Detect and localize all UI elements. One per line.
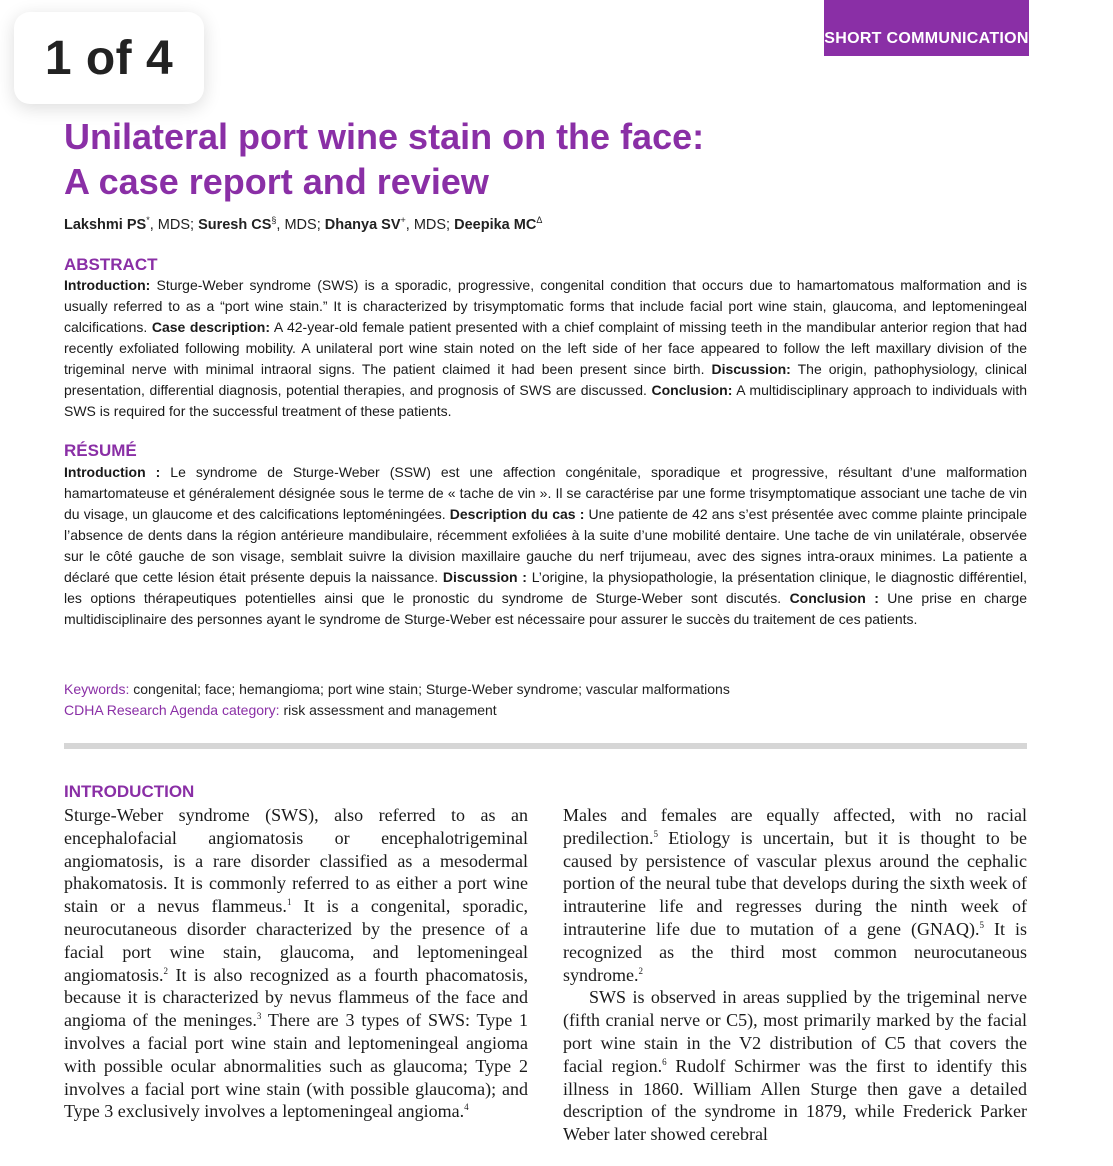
abstract-discussion-text: The origin, pathophysiology, clinical presentation, differential diagnosis, potential therapies, and prognosis of SWS are discussed. xyxy=(64,361,1027,398)
introduction-heading: INTRODUCTION xyxy=(64,782,195,801)
author-list xyxy=(64,215,1024,233)
author-mark: § xyxy=(271,215,277,225)
text-run: It is a congenital, sporadic, neurocutaneous disorder characterized by the presence of a facial port wine stain, glaucoma, and leptomeningeal angiomatosis. xyxy=(64,896,528,985)
resume-intro-text: Le syndrome de Sturge-Weber (SSW) est une affection congénitale, sporadique et progressive, résultant d’une malformation hamartomateuse et généralement désignée sous le terme de « tache de vin ». Il se caractérise par une forme trisymptomatique associant une tache de vin du visage, un glaucome et des calcifications leptoméningées. xyxy=(64,464,1027,522)
author-name: Suresh CS xyxy=(198,216,272,233)
resume-heading: RÉSUMÉ xyxy=(64,441,137,460)
intro-paragraph-2 xyxy=(563,804,1027,986)
resume-intro-label: Introduction : xyxy=(64,464,161,480)
citation-ref: 5 xyxy=(653,828,658,839)
text-run: Sturge-Weber syndrome (SWS), also referred to as an encephalofacial angiomatosis or encephalotrigeminal angiomatosis, is a rare disorder classified as a mesodermal phakomatosis. It is commonly referred to as either a port wine stain or a nevus flammeus. xyxy=(64,805,528,917)
author-degree: , MDS; xyxy=(405,216,455,233)
article-title xyxy=(64,114,964,204)
section-tag: SHORT COMMUNICATION xyxy=(824,0,1029,56)
page-indicator-text: 1 of 4 xyxy=(44,31,174,85)
author-name: Lakshmi PS xyxy=(64,216,147,233)
text-run: There are 3 types of SWS: Type 1 involves a facial port wine stain and leptomeningeal angioma with possible ocular abnormalities such as glaucoma; Type 2 involves a facial port wine stain (with possible glaucoma); and Type 3 exclusively involves a leptomeningeal angioma. xyxy=(64,1010,528,1122)
citation-ref: 5 xyxy=(979,919,984,930)
abstract-case-label: Case description: xyxy=(151,319,271,335)
title-line-1: Unilateral port wine stain on the face: xyxy=(64,116,705,157)
page-indicator xyxy=(14,12,204,104)
author-name: Dhanya SV xyxy=(324,216,401,233)
text-run: Etiology is uncertain, but it is thought to be caused by persistence of vascular plexus around the cephalic portion of the neural tube that develops during the sixth week of intrauterine life and regresses during the ninth week of intrauterine life due to mutation of a gene (GNAQ). xyxy=(563,827,1027,939)
text-run: SWS is observed in areas supplied by the trigeminal nerve (fifth cranial nerve or C5), most primarily marked by the facial port wine stain in the V2 distribution of C5 that covers the facial region. xyxy=(563,987,1027,1076)
resume-conclusion-label: Conclusion : xyxy=(789,590,879,606)
text-run: It is recognized as the third most common neurocutaneous syndrome. xyxy=(563,918,1027,985)
author-name: Deepika MC xyxy=(454,216,537,233)
author-degree: , MDS; xyxy=(149,216,199,233)
citation-ref: 2 xyxy=(163,965,168,976)
author-degree: , MDS; xyxy=(276,216,325,233)
resume-discussion-label: Discussion : xyxy=(442,569,527,585)
section-divider xyxy=(64,743,1027,749)
keywords-text: congenital; face; hemangioma; port wine stain; Sturge-Weber syndrome; vascular malformations xyxy=(129,681,730,697)
citation-ref: 3 xyxy=(256,1011,262,1022)
body-column-right xyxy=(563,804,1027,1146)
resume-conclusion-text: Une prise en charge multidisciplinaire des personnes ayant le syndrome de Sturge-Weber est nécessaire pour assurer le succès du traitement de ces patients. xyxy=(64,590,1027,627)
body-column-left xyxy=(64,804,528,1123)
resume-body xyxy=(64,462,1027,630)
author-mark: * xyxy=(146,215,150,225)
text-run: Males and females are equally affected, with no racial predilection. xyxy=(563,805,1027,848)
keywords-label: Keywords: xyxy=(64,681,130,697)
author-mark: Δ xyxy=(536,215,543,225)
resume-discussion-text: L’origine, la physiopathologie, la présentation clinique, le diagnostic différentiel, les options thérapeutiques potentielles ainsi que le pronostic du syndrome de Sturge-Weber sont discutés. xyxy=(64,569,1027,606)
intro-paragraph-3 xyxy=(563,986,1027,1146)
resume-case-text: Une patiente de 42 ans s’est présentée avec comme plainte principale l’absence de dents dans la région antérieure mandibulaire, récemment exfoliées à la suite d’une mobilité dentaire. Une tache de vin unilatérale, observée sur le côté gauche de son visage, semblait suivre la division maxillaire gauche du nerf trijumeau, avec des signes intra-oraux minimes. La patiente a déclaré que cette lésion était présente depuis la naissance. xyxy=(64,506,1027,585)
abstract-intro-text: Sturge-Weber syndrome (SWS) is a sporadic, progressive, congenital condition that occurs due to hamartomatous malformation and is usually referred to as a “port wine stain.” It is characterized by trisymptomatic forms that include facial port wine stain, glaucoma, and leptomeningeal calcifications. xyxy=(64,277,1027,335)
citation-ref: 4 xyxy=(464,1102,469,1113)
keywords-line xyxy=(64,679,730,700)
citation-ref: 1 xyxy=(286,897,292,908)
abstract-conclusion-label: Conclusion: xyxy=(651,382,733,398)
title-line-2: A case report and review xyxy=(64,161,489,202)
abstract-discussion-label: Discussion: xyxy=(711,361,791,377)
intro-paragraph-1 xyxy=(64,804,528,1123)
abstract-intro-label: Introduction: xyxy=(64,277,151,293)
abstract-body xyxy=(64,275,1027,422)
citation-ref: 6 xyxy=(662,1056,667,1067)
research-agenda-label: CDHA Research Agenda category: xyxy=(64,702,280,718)
research-agenda-line xyxy=(64,700,497,721)
research-agenda-text: risk assessment and management xyxy=(279,702,497,718)
abstract-conclusion-text: A multidisciplinary approach to individuals with SWS is required for the successful treatment of these patients. xyxy=(64,382,1027,419)
author-mark: + xyxy=(400,215,406,225)
text-run: Rudolf Schirmer was the first to identify this illness in 1860. William Allen Sturge then gave a detailed description of the syndrome in 1879, while Frederick Parker Weber later showed cerebral xyxy=(563,1055,1028,1145)
citation-ref: 2 xyxy=(638,965,643,976)
abstract-heading: ABSTRACT xyxy=(64,255,158,274)
text-run: It is also recognized as a fourth phacomatosis, because it is characterized by nevus flammeus of the face and angioma of the meninges. xyxy=(64,964,528,1031)
resume-case-label: Description du cas : xyxy=(449,506,585,522)
abstract-case-text: A 42-year-old female patient presented with a chief complaint of missing teeth in the mandibular anterior region that had recently exfoliated following mobility. A unilateral port wine stain noted on the left side of her face appeared to follow the left maxillary division of the trigeminal nerve with minimal intraoral signs. The patient claimed it had been present since birth. xyxy=(64,319,1027,377)
